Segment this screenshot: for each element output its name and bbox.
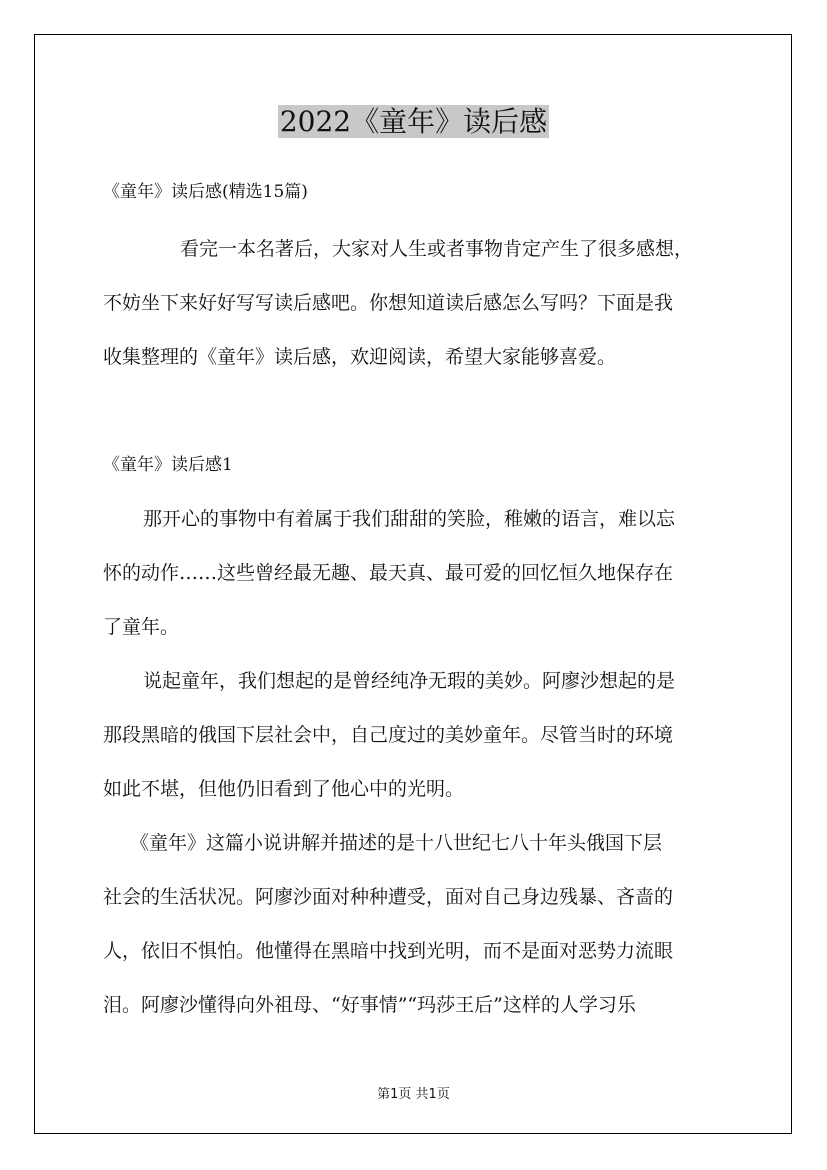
paragraph-line: 说起童年，我们想起的是曾经纯净无瑕的美妙。阿廖沙想起的是 (143, 670, 676, 692)
document-title: 2022《童年》读后感 (279, 105, 548, 138)
paragraph-line: 社会的生活状况。阿廖沙面对种种遭受，面对自己身边残暴、吝啬的 (103, 886, 674, 908)
paragraph-line: 那开心的事物中有着属于我们甜甜的笑脸，稚嫩的语言，难以忘 (143, 508, 676, 530)
paragraph-line: 了童年。 (103, 616, 180, 638)
paragraph-line: 泪。阿廖沙懂得向外祖母、“好事情”“玛莎王后”这样的人学习乐 (103, 994, 636, 1016)
section-heading: 《童年》读后感1 (103, 455, 233, 475)
intro-line: 看完一本名著后，大家对人生或者事物肯定产生了很多感想， (180, 238, 694, 260)
paragraph-line: 人，依旧不惧怕。他懂得在黑暗中找到光明，而不是面对恶势力流眼 (103, 940, 674, 962)
paragraph-line: 那段黑暗的俄国下层社会中，自己度过的美妙童年。尽管当时的环境 (103, 724, 674, 746)
paragraph-line: 如此不堪，但他仍旧看到了他心中的光明。 (103, 778, 465, 800)
intro-line: 不妨坐下来好好写写读后感吧。你想知道读后感怎么写吗？下面是我 (103, 292, 674, 314)
intro-line: 收集整理的《童年》读后感，欢迎阅读，希望大家能够喜爱。 (103, 346, 617, 368)
document-subtitle: 《童年》读后感(精选15篇) (103, 182, 308, 202)
paragraph-line: 怀的动作……这些曾经最无趣、最天真、最可爱的回忆恒久地保存在 (103, 562, 674, 584)
page-footer: 第1页 共1页 (377, 1087, 450, 1102)
paragraph-line: 《童年》这篇小说讲解并描述的是十八世纪七八十年头俄国下层 (130, 832, 663, 854)
